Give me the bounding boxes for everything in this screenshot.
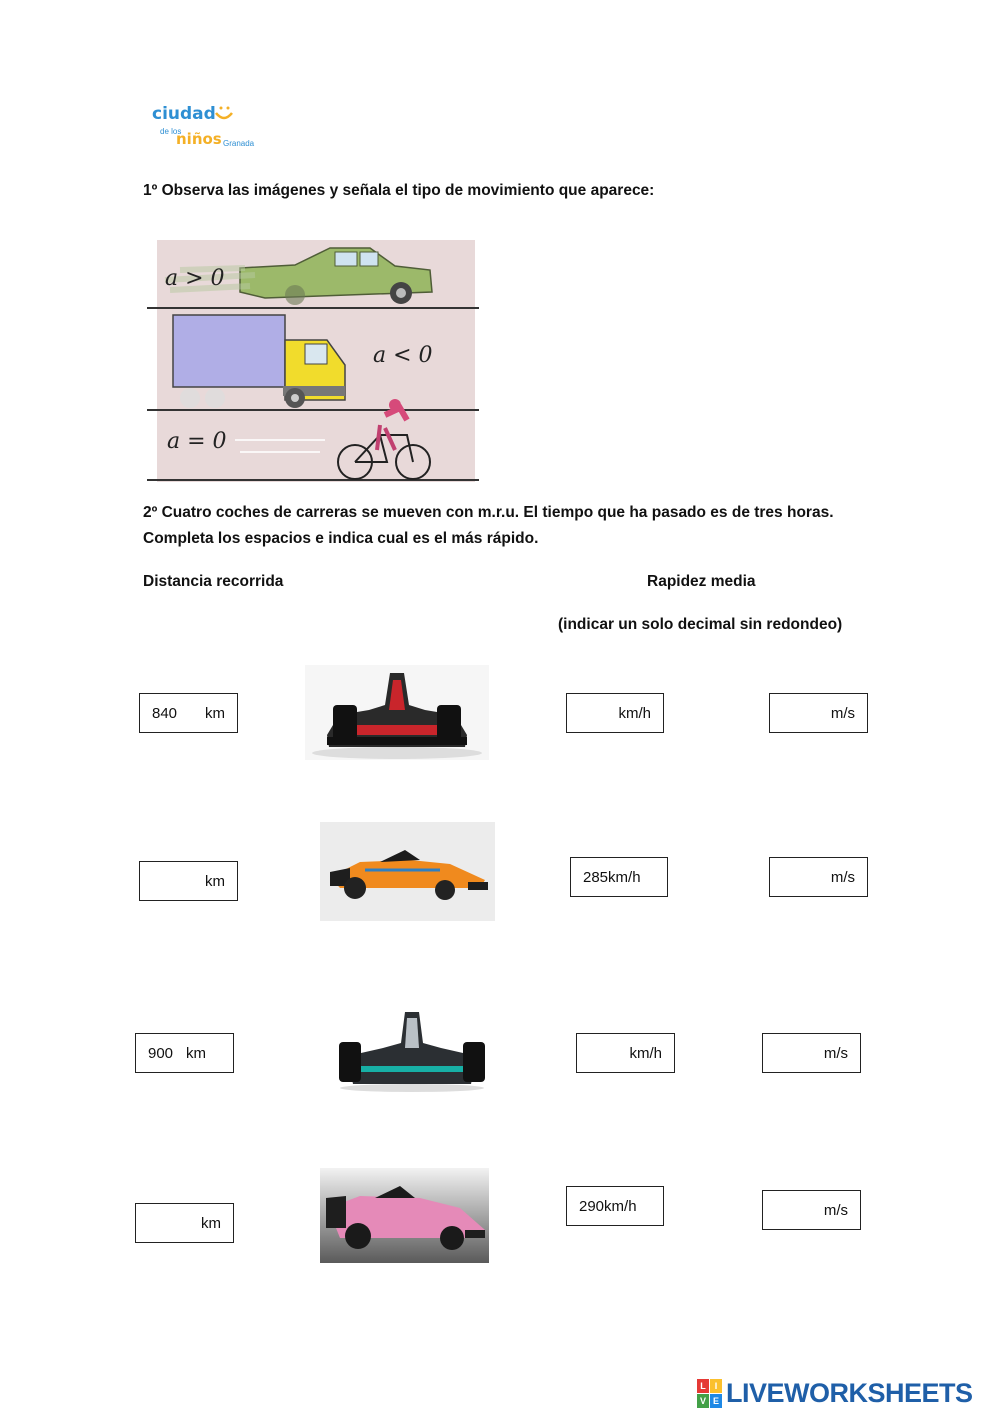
race-car-silver-image [333,1008,491,1093]
smile-icon [212,103,236,125]
logo-text-ninos: niños [176,130,222,148]
speed-kmh-value: km/h [618,704,651,722]
speed-ms-value: m/s [823,1044,848,1062]
speed-kmh-input-2[interactable] [570,857,668,897]
exercise2-line1: 2º Cuatro coches de carreras se mueven con m.r.u. El tiempo que ha pasado es de tres horas. [143,504,834,521]
distance-input-4[interactable] [135,1203,234,1243]
motion-illustration [145,240,483,485]
speed-ms-input-1[interactable] [769,693,868,733]
label-accelerating: a > 0 [165,266,225,291]
logo-text-delos: de los [160,127,182,136]
speed-kmh-input-3[interactable] [576,1033,675,1073]
distance-unit: km [186,1044,206,1062]
race-car-orange-image [320,822,495,921]
school-logo [150,100,262,152]
race-car-pink-image [320,1168,489,1263]
distance-value: 840 [152,704,178,722]
label-constant: a = 0 [167,429,227,454]
liveworksheets-logo-icon [697,1379,722,1408]
speed-kmh-input-1[interactable] [566,693,664,733]
logo-text-granada: Granada [223,139,255,148]
speed-ms-value: m/s [830,704,855,722]
distance-input-3[interactable] [135,1033,234,1073]
speed-ms-input-3[interactable] [762,1033,861,1073]
race-car-red-image [305,665,489,760]
label-decelerating: a < 0 [373,343,433,368]
liveworksheets-brand [697,1378,973,1409]
distance-unit: km [205,704,225,722]
logo-letter: E [710,1394,722,1408]
exercise2-line2: Completa los espacios e indica cual es el más rápido. [143,530,539,547]
distance-input-2[interactable] [139,861,238,901]
speed-kmh-value: 290km/h [579,1197,637,1215]
logo-letter: I [710,1379,722,1393]
brand-text: LIVEWORKSHEETS [726,1378,973,1408]
logo-letter: V [697,1394,709,1408]
speed-kmh-value: 285km/h [583,868,641,886]
exercise1-title: 1º Observa las imágenes y señala el tipo de movimiento que aparece: [143,182,655,199]
speed-ms-value: m/s [830,868,855,886]
speed-kmh-input-4[interactable] [566,1186,664,1226]
distance-input-1[interactable] [139,693,238,733]
speed-ms-input-2[interactable] [769,857,868,897]
column-speed-header: Rapidez media [647,573,756,590]
distance-value: 900 [148,1044,174,1062]
speed-kmh-value: km/h [629,1044,662,1062]
speed-ms-value: m/s [823,1201,848,1219]
rounding-note: (indicar un solo decimal sin redondeo) [558,616,843,633]
logo-text-ciudad: ciudad [152,104,216,124]
distance-unit: km [201,1214,221,1232]
distance-unit: km [205,872,225,890]
logo-letter: L [697,1379,709,1393]
column-distance-header: Distancia recorrida [143,573,284,590]
speed-ms-input-4[interactable] [762,1190,861,1230]
